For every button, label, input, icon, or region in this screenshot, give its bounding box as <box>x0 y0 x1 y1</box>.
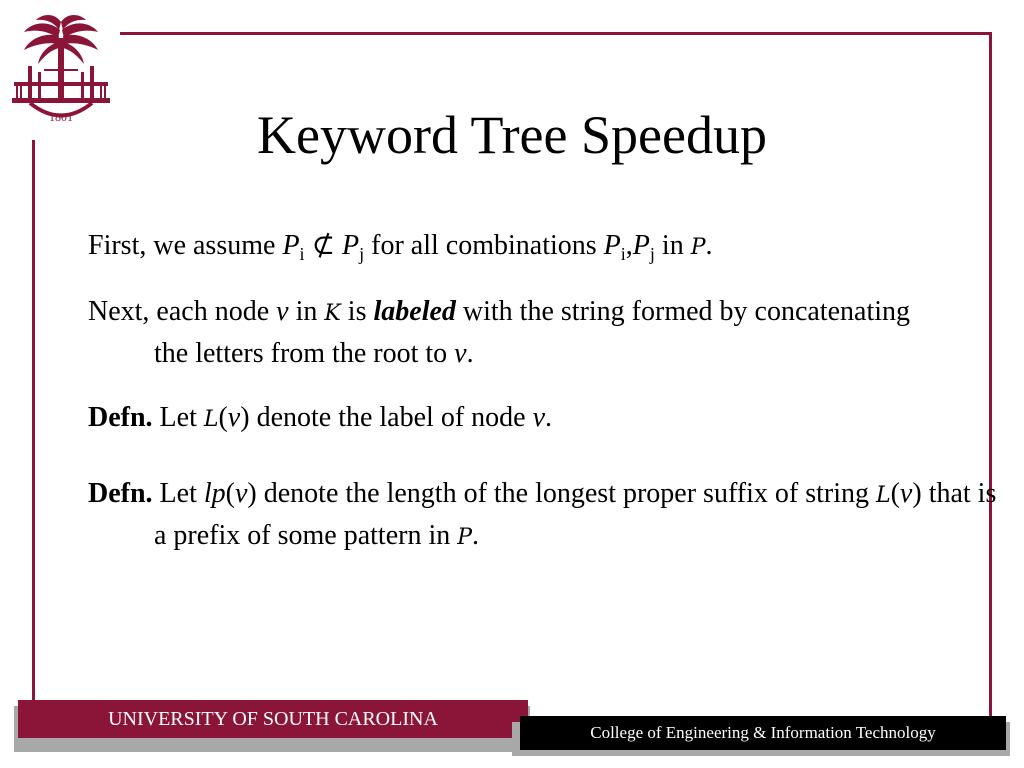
defn-lp-paragraph: Defn. Let lp(v) denote the length of the longest proper suffix of string L(v) that is a prefix of some pattern in P. <box>88 478 997 551</box>
college-banner: College of Engineering & Information Technology <box>520 716 1006 750</box>
university-banner: UNIVERSITY OF SOUTH CAROLINA <box>18 700 528 738</box>
svg-text:1801: 1801 <box>49 110 73 124</box>
slide-title: Keyword Tree Speedup <box>257 105 767 165</box>
defn-label-paragraph: Defn. Let L(v) denote the label of node v. <box>88 402 553 433</box>
assumption-paragraph: First, we assume $P_i$ ⊄ $P_j$ for all combinations $P_i,P_j$ in P. <box>88 230 713 264</box>
frame-left-line <box>32 140 35 720</box>
node-label-paragraph: Next, each node v in K is labeled with the string formed by concatenating the letters from the root to v. <box>88 296 911 369</box>
frame-top-line <box>120 32 992 35</box>
